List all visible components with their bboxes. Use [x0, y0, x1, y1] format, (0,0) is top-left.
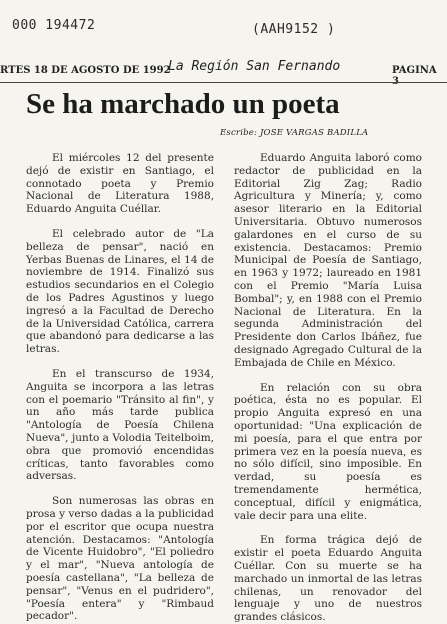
paragraph: El miércoles 12 del presente dejó de existir en Santiago, el connotado poeta y Premio Nacional de Literatura 1988, Eduardo Anguita Cuéllar. [26, 152, 214, 216]
page-number: PAGINA [392, 65, 437, 76]
archive-code-left: 000 194472 [12, 18, 96, 33]
page-header [0, 59, 447, 80]
paragraph: En forma trágica dejó de existir el poeta Eduardo Anguita Cuéllar. Con su muerte se ha marchado un inmortal de las letras chilenas, un renovador del lenguaje y uno de nuestros grandes clásicos. [234, 534, 422, 624]
paragraph: En relación con su obra poética, ésta no es popular. El propio Anguita expresó en una oportunidad: "Una explicación de mi poesía, para el que entra por primera vez en la poesía nueva, es no sólo difícil, sino imposible. En verdad, su poesía es tremendamente hermética, conceptual, difícil y enigmática, vale decir para una elite. [234, 381, 422, 522]
article-column-right [234, 152, 422, 624]
paragraph: Son numerosas las obras en prosa y verso dadas a la publicidad por el escritor que ocupa nuestra atención. Destacamos: "Antología de Vicente Huidobro", "El poliedro y el mar", "Nueva antología de poesía castellana", "La belleza de pensar", "Venus en el pudridero", "Poesía entera" y "Rimbaud pecador". [26, 495, 214, 623]
article-column-left [26, 152, 214, 623]
paragraph: En el transcurso de 1934, Anguita se incorpora a las letras con el poemario "Tránsito al fin", y un año más tarde publica "Antología de Poesía Chilena Nueva", junto a Volodia Teitelboim, obra que promovió encendidas críticas, tanto favorables como adversas. [26, 367, 214, 483]
archive-code-right: (AAH9152 ) [252, 22, 336, 37]
article-byline: Escribe: JOSE VARGAS BADILLA [220, 128, 369, 138]
article-headline: Se ha marchado un poeta [26, 88, 340, 120]
newspaper-name: La Región San Fernando [168, 59, 341, 74]
paragraph: El celebrado autor de "La belleza de pensar", nació en Yerbas Buenas de Linares, el 14 de noviembre de 1914. Finalizó sus estudios secundarios en el Colegio de los Padres Agustinos y luego ingresó a la Facultad de Derecho de la Universidad Católica, carrera que abandonó para dedicarse a las letras. [26, 227, 214, 356]
paragraph: Eduardo Anguita laboró como redactor de publicidad en la Editorial Zig Zag; Radio Agricultura y Minería; y, como asesor literario en la Editorial Universitaria. Obtuvo numerosos galardones en el curso de su existencia. Destacamos: Premio Municipal de Poesía de Santiago, en 1963 y 1972; laureado en 1981 con el Premio "María Luisa Bombal"; y, en 1988 con el Premio Nacional de Literatura. En la segunda Administración del Presidente don Carlos Ibáñez, fue designado Agregado Cultural de la Embajada de Chile en México. [234, 152, 422, 369]
issue-date: RTES 18 DE AGOSTO DE 1992 [0, 65, 171, 76]
header-rule [0, 82, 447, 83]
